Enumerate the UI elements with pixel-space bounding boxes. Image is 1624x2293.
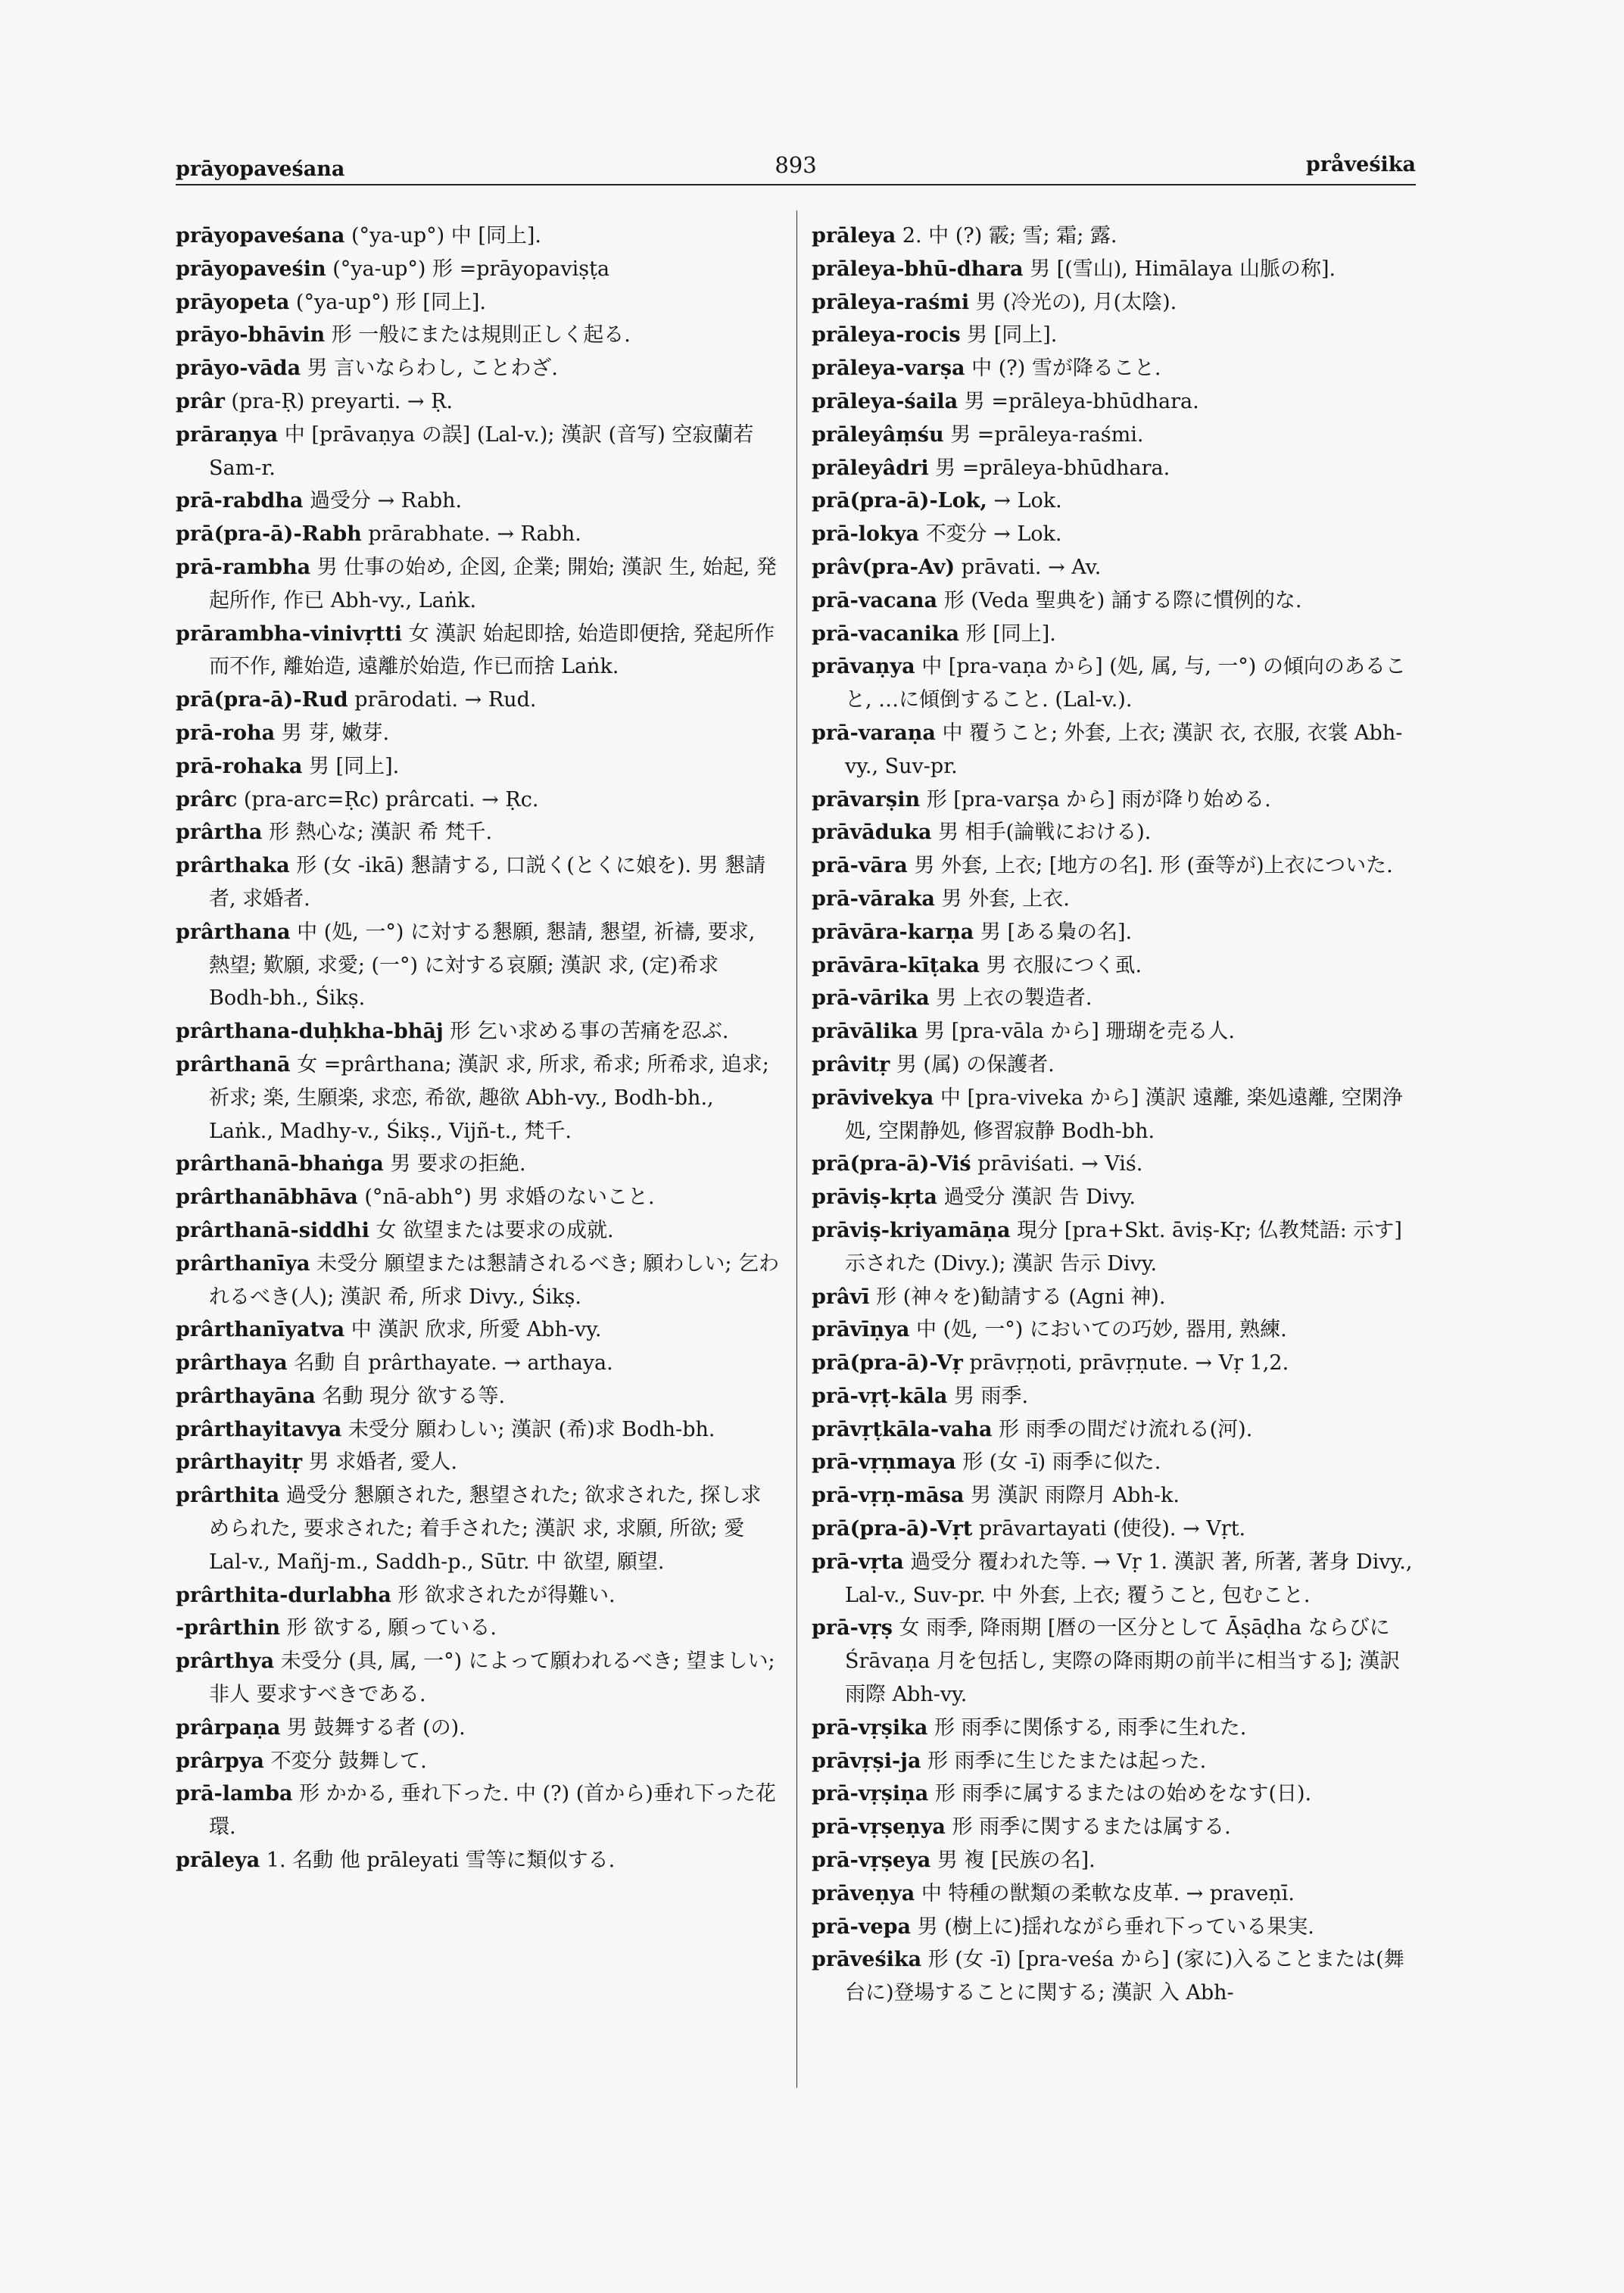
entry-definition: 男 外套, 上衣; [地方の名]. 形 (蚕等が)上衣についた. [914, 854, 1393, 878]
dictionary-entry [812, 352, 1416, 385]
entry-definition: prāvati. → Av. [961, 555, 1102, 579]
dictionary-entry [812, 1413, 1416, 1447]
entry-headword: prā(pra-ā)-Lok, [812, 489, 987, 513]
dictionary-entry [812, 286, 1416, 319]
entry-definition: 中 [pra-vaṇa から] (処, 属, 与, 一°) の傾向のあること, …に傾倒すること. (Lal-v.). [845, 655, 1406, 712]
entry-definition: 形 雨季に属するまたはの始めをなす(日). [934, 1782, 1312, 1806]
dictionary-entry [812, 883, 1416, 916]
entry-definition: 男 (樹上に)揺れながら垂れ下っている果実. [917, 1914, 1314, 1939]
entry-headword: prâv(pra-Av) [812, 555, 955, 579]
dictionary-entry [812, 618, 1416, 651]
entry-headword: prârthayitavya [176, 1417, 342, 1441]
entry-headword: prā-vṛṭ-kāla [812, 1384, 948, 1408]
dictionary-entry [176, 1347, 780, 1380]
entry-headword: prârthanā-bhaṅga [176, 1152, 384, 1176]
entry-headword: prârthanā [176, 1052, 291, 1076]
dictionary-entry [812, 1181, 1416, 1214]
entry-definition: 形 (女 -ī) 雨季に似た. [962, 1450, 1161, 1475]
entry-headword: prāleyâdri [812, 456, 929, 480]
entry-headword: prāyopaveśana [176, 224, 345, 248]
dictionary-entry [812, 1347, 1416, 1380]
dictionary-entry [812, 1777, 1416, 1811]
entry-definition: 形 雨季に関するまたは属する. [952, 1815, 1231, 1840]
dictionary-entry [176, 1645, 780, 1712]
entry-definition: prārodati. → Rud. [354, 688, 537, 712]
entry-definition: 男 漢訳 雨際月 Abh-k. [970, 1484, 1180, 1508]
dictionary-entry [176, 1380, 780, 1413]
entry-definition: 不変分 → Lok. [925, 522, 1062, 547]
entry-headword: prârpya [176, 1749, 264, 1773]
dictionary-entry [812, 584, 1416, 618]
dictionary-entry [176, 784, 780, 817]
dictionary-entry [812, 1082, 1416, 1148]
entry-headword: prârc [176, 787, 238, 812]
dictionary-entry [812, 1844, 1416, 1877]
dictionary-entry [812, 849, 1416, 883]
entry-headword: prāleya [812, 224, 896, 248]
dictionary-entry [812, 1446, 1416, 1479]
entry-definition: (pra-arc=Ṛc) prârcati. → Ṛc. [243, 787, 539, 812]
entry-definition: 不変分 鼓舞して. [270, 1749, 427, 1773]
dictionary-entry [812, 1281, 1416, 1314]
entry-definition: 1. 名動 他 prāleyati 雪等に類似する. [266, 1849, 616, 1873]
entry-definition: 形 雨季に生じたまたは起った. [927, 1749, 1207, 1773]
entry-headword: prāleya-rocis [812, 323, 961, 347]
entry-definition: prārabhate. → Rabh. [368, 522, 581, 547]
dictionary-entry [812, 717, 1416, 784]
entry-headword: prāvṛṭkāla-vaha [812, 1417, 993, 1441]
entry-definition: → Lok. [993, 489, 1062, 513]
entry-headword: prā-rabdha [176, 489, 304, 513]
entry-headword: prârthana-duḥkha-bhāj [176, 1020, 444, 1044]
entry-headword: prāleya [176, 1849, 260, 1873]
entry-definition: 2. 中 (?) 霰; 雪; 霜; 露. [902, 224, 1117, 248]
entry-definition: 中 覆うこと; 外套, 上衣; 漢訳 衣, 衣服, 衣裳 Abh-vy., Suv-pr. [845, 721, 1403, 778]
entry-headword: prârthya [176, 1650, 275, 1674]
entry-definition: 男 [ある梟の名]. [980, 920, 1133, 944]
entry-definition: 形 (神々を)勧請する (Agni 神). [876, 1285, 1166, 1309]
entry-headword: prāyopaveśin [176, 257, 326, 281]
entry-headword: prā-vṛṣiṇa [812, 1782, 929, 1806]
entry-headword: prâvitṛ [812, 1052, 890, 1076]
entry-definition: 男 上衣の製造者. [936, 986, 1093, 1011]
dictionary-entry [812, 816, 1416, 849]
entry-headword: prāvāra-karṇa [812, 920, 974, 944]
dictionary-entry [176, 1612, 780, 1645]
entry-definition: 形 [pra-varṣa から] 雨が降り始める. [926, 787, 1271, 812]
entry-definition: 形 (女 -ikā) 懇請する, 口説く(とくに娘を). 男 懇請者, 求婚者. [209, 854, 766, 911]
dictionary-entry [176, 484, 780, 518]
dictionary-entry [812, 1745, 1416, 1778]
entry-definition: 中 特種の獣類の柔軟な皮革. → praveṇī. [921, 1881, 1295, 1905]
entry-definition: 男 (属) の保護者. [896, 1052, 1055, 1076]
dictionary-entry [812, 784, 1416, 817]
entry-headword: prā-vṛṣika [812, 1715, 928, 1740]
dictionary-entry [812, 220, 1416, 253]
entry-headword: prârthita-durlabha [176, 1583, 391, 1607]
entry-definition: 女 欲望または要求の成就. [376, 1218, 614, 1242]
dictionary-entry [812, 319, 1416, 352]
entry-headword: prā-roha [176, 721, 276, 745]
entry-headword: prāyo-vāda [176, 357, 301, 381]
entry-definition: 女 漢訳 始起即捨, 始造即便捨, 発起所作而不作, 離始造, 遠離於始造, 作已而捨 Laṅk. [209, 622, 775, 679]
entry-definition: 形 [同上]. [965, 622, 1056, 646]
entry-headword: prâvī [812, 1285, 870, 1309]
entry-definition: 中 漢訳 欣求, 所愛 Abh-vy. [351, 1318, 602, 1342]
entry-headword: prā-lokya [812, 522, 919, 547]
entry-definition: 過受分 懇願された, 懇望された; 欲求された, 探し求められた, 要求された; 着手された; 漢訳 求, 求願, 所欲; 愛 Lal-v., Mañj-m., Saddh-p., Sūtr. 中 欲望, 願望. [209, 1484, 762, 1574]
entry-definition: 女 =prârthana; 漢訳 求, 所求, 希求; 所希求, 追求; 祈求; 楽, 生願楽, 求恋, 希欲, 趣欲 Abh-vy., Bodh-bh., Laṅk., Madhy-v., Śikṣ., Vijñ-t., 梵千. [209, 1052, 769, 1143]
dictionary-entry [176, 1413, 780, 1447]
entry-headword: prârthaya [176, 1351, 288, 1375]
dictionary-entry [176, 684, 780, 717]
entry-headword: prā-rambha [176, 555, 311, 579]
entry-headword: prāvaṇya [812, 655, 915, 679]
dictionary-entry [176, 319, 780, 352]
entry-definition: 名動 自 prârthayate. → arthaya. [294, 1351, 613, 1375]
dictionary-entry [176, 1313, 780, 1347]
entry-definition: 形 欲する, 願っている. [286, 1616, 497, 1640]
dictionary-entry [812, 518, 1416, 551]
entry-definition: 男 求婚者, 愛人. [308, 1450, 457, 1475]
entry-headword: prāvāduka [812, 821, 932, 845]
dictionary-entry [176, 1579, 780, 1612]
entry-definition: 男 衣服につく虱. [986, 953, 1142, 977]
entry-headword: prârpaṇa [176, 1715, 281, 1740]
entry-definition: 男 (冷光の), 月(太陰). [975, 290, 1177, 314]
entry-definition: 男 [同上]. [967, 323, 1058, 347]
dictionary-entry [176, 286, 780, 319]
entry-headword: prā-vṛṣ [812, 1616, 893, 1640]
dictionary-entry [812, 385, 1416, 419]
entry-definition: prāviśati. → Viś. [977, 1152, 1143, 1176]
dictionary-entry [176, 750, 780, 784]
entry-headword: prā-vṛta [812, 1550, 904, 1574]
dictionary-entry [176, 253, 780, 286]
entry-definition: 男 雨季. [953, 1384, 1029, 1408]
entry-definition: 形 一般にまたは規則正しく起る. [331, 323, 631, 347]
dictionary-entry [812, 1546, 1416, 1612]
entry-headword: prā-vṛṇmaya [812, 1450, 956, 1475]
entry-definition: (°ya-up°) 中 [同上]. [351, 224, 541, 248]
dictionary-entry [812, 551, 1416, 584]
entry-headword: prārambha-vinivṛtti [176, 622, 403, 646]
dictionary-entry [812, 419, 1416, 452]
dictionary-entry [812, 1015, 1416, 1048]
dictionary-entry [812, 949, 1416, 983]
dictionary-entry [812, 1313, 1416, 1347]
entry-headword: prā-vāra [812, 854, 908, 878]
header-right-guideword: pråveśika [1305, 153, 1416, 176]
left-column [176, 220, 780, 1877]
dictionary-entry [812, 1811, 1416, 1844]
dictionary-entry [812, 1712, 1416, 1745]
entry-definition: 形 雨季に関係する, 雨季に生れた. [934, 1715, 1247, 1740]
entry-definition: 未受分 願望または懇請されるべき; 願わしい; 乞われるべき(人); 漢訳 希, 所求 Divy., Śikṣ. [209, 1251, 780, 1309]
entry-headword: prāleya-raśmi [812, 290, 970, 314]
entry-definition: 形 (Veda 聖典を) 誦する際に慣例的な. [943, 588, 1302, 612]
dictionary-entry [176, 352, 780, 385]
entry-headword: -prârthin [176, 1616, 281, 1640]
dictionary-entry [812, 1513, 1416, 1546]
dictionary-entry [176, 717, 780, 750]
entry-headword: prāraṇya [176, 422, 279, 447]
entry-headword: prāvāra-kīṭaka [812, 953, 980, 977]
entry-definition: (°nā-abh°) 男 求婚のないこと. [364, 1185, 655, 1210]
entry-definition: 男 言いならわし, ことわざ. [307, 357, 558, 381]
entry-headword: prârthayāna [176, 1384, 316, 1408]
dictionary-entry [176, 1712, 780, 1745]
entry-definition: 未受分 (具, 属, 一°) によって願われるべき; 望ましい; 非人 要求すべきである. [209, 1650, 775, 1707]
entry-headword: prāvarṣin [812, 787, 921, 812]
header-left-guideword: prāyopaveśana [176, 157, 345, 181]
entry-headword: prā(pra-ā)-Rabh [176, 522, 362, 547]
entry-headword: prā-rohaka [176, 754, 303, 778]
entry-definition: 中 [prāvaṇya の誤] (Lal-v.); 漢訳 (音写) 空寂蘭若 Sam-r. [209, 422, 754, 480]
entry-definition: 過受分 覆われた等. → Vṛ 1. 漢訳 著, 所著, 著身 Divy., Lal-v., Suv-pr. 中 外套, 上衣; 覆うこと, 包むこと. [845, 1550, 1413, 1607]
dictionary-entry [176, 419, 780, 485]
entry-definition: 男 =prāleya-bhūdhara. [964, 389, 1199, 413]
entry-headword: prârtha [176, 821, 263, 845]
entry-definition: 現分 [pra+Skt. āviṣ-Kṛ; 仏教梵語: 示す] 示された (Divy.); 漢訳 告示 Divy. [845, 1218, 1402, 1276]
entry-definition: 男 =prāleya-bhūdhara. [935, 456, 1170, 480]
entry-headword: prā-vṛṣeṇya [812, 1815, 946, 1840]
dictionary-entry [812, 1048, 1416, 1082]
entry-headword: prârthanīyatva [176, 1318, 345, 1342]
page-number: 893 [775, 152, 817, 178]
dictionary-entry [176, 849, 780, 916]
dictionary-entry [176, 1446, 780, 1479]
entry-headword: prāleyâṃśu [812, 422, 944, 447]
entry-definition: 男 [pra-vāla から] 珊瑚を売る人. [924, 1020, 1235, 1044]
entry-headword: prāleya-bhū-dhara [812, 257, 1024, 281]
entry-definition: 男 =prāleya-raśmi. [950, 422, 1144, 447]
dictionary-entry [176, 1844, 780, 1877]
dictionary-entry [812, 916, 1416, 949]
entry-definition: (°ya-up°) 形 [同上]. [295, 290, 486, 314]
entry-definition: prāvṛṇoti, prāvṛṇute. → Vṛ 1,2. [969, 1351, 1289, 1375]
dictionary-entry [176, 1181, 780, 1214]
dictionary-entry [812, 1380, 1416, 1413]
entry-headword: prāvivekya [812, 1086, 934, 1110]
entry-definition: (°ya-up°) 形 =prāyopaviṣṭa [332, 257, 610, 281]
entry-headword: prârthita [176, 1484, 280, 1508]
entry-definition: 男 [同上]. [308, 754, 400, 778]
entry-headword: prârthanā-siddhi [176, 1218, 369, 1242]
entry-headword: prā(pra-ā)-Vṛ [812, 1351, 963, 1375]
entry-definition: 中 (処, 一°) に対する懇願, 懇請, 懇望, 祈禱, 要求, 熱望; 歎願, 求愛; (一°) に対する哀願; 漢訳 求, (定)希求 Bodh-bh., Śikṣ. [209, 920, 756, 1011]
entry-definition: prāvartayati (使役). → Vṛt. [978, 1517, 1246, 1541]
entry-definition: 未受分 願わしい; 漢訳 (希)求 Bodh-bh. [348, 1417, 715, 1441]
entry-headword: prârthaka [176, 854, 290, 878]
dictionary-entry [176, 916, 780, 1015]
entry-headword: prāvīṇya [812, 1318, 910, 1342]
entry-headword: prāyo-bhāvin [176, 323, 326, 347]
entry-headword: prāviṣ-kṛta [812, 1185, 937, 1210]
entry-headword: prāvṛṣi-ja [812, 1749, 921, 1773]
dictionary-entry [176, 220, 780, 253]
dictionary-entry [176, 1015, 780, 1048]
entry-headword: prā-vepa [812, 1914, 912, 1939]
entry-definition: 形 熱心な; 漢訳 希 梵千. [269, 821, 493, 845]
dictionary-entry [176, 1248, 780, 1314]
entry-headword: prā-vāraka [812, 886, 935, 911]
dictionary-entry [812, 1877, 1416, 1911]
dictionary-entry [812, 1911, 1416, 1944]
entry-definition: 形 乞い求める事の苦痛を忍ぶ. [450, 1020, 729, 1044]
dictionary-entry [812, 1479, 1416, 1513]
entry-headword: prāveśika [812, 1948, 922, 1972]
right-column [812, 220, 1416, 2010]
entry-headword: prârthana [176, 920, 291, 944]
entry-headword: prā-vārika [812, 986, 930, 1011]
entry-definition: 形 (女 -ī) [pra-veśa から] (家に)入ることまたは(舞台に)登場することに関する; 漢訳 入 Abh- [845, 1948, 1404, 2005]
dictionary-entry [812, 1612, 1416, 1711]
entry-headword: prāyopeta [176, 290, 290, 314]
entry-headword: prā-lamba [176, 1782, 293, 1806]
dictionary-entry [176, 385, 780, 419]
dictionary-entry [812, 484, 1416, 518]
entry-definition: 男 鼓舞する者 (の). [286, 1715, 466, 1740]
entry-headword: prā-vṛṇ-māsa [812, 1484, 965, 1508]
entry-headword: prârthanīya [176, 1251, 310, 1276]
entry-headword: prāviṣ-kriyamāṇa [812, 1218, 1011, 1242]
entry-headword: prāveṇya [812, 1881, 915, 1905]
entry-definition: 中 (処, 一°) においての巧妙, 器用, 熟練. [915, 1318, 1287, 1342]
entry-headword: prā-varaṇa [812, 721, 936, 745]
entry-headword: prā-vacanika [812, 622, 960, 646]
dictionary-entry [176, 551, 780, 618]
entry-definition: 男 仕事の始め, 企図, 企業; 開始; 漢訳 生, 始起, 発起所作, 作已 Abh-vy., Laṅk. [209, 555, 777, 612]
entry-definition: 男 芽, 嫩芽. [281, 721, 390, 745]
entry-headword: prā(pra-ā)-Vṛt [812, 1517, 973, 1541]
entry-definition: (pra-Ṛ) preyarti. → Ṛ. [231, 389, 454, 413]
dictionary-entry [812, 1148, 1416, 1181]
entry-headword: prā-vṛṣeya [812, 1849, 931, 1873]
entry-definition: 男 [(雪山), Himālaya 山脈の称]. [1030, 257, 1336, 281]
dictionary-entry [812, 982, 1416, 1015]
dictionary-entry [812, 650, 1416, 717]
dictionary-entry [176, 1148, 780, 1181]
entry-headword: prāvālika [812, 1020, 918, 1044]
dictionary-entry [176, 816, 780, 849]
entry-headword: prârthayitṛ [176, 1450, 303, 1475]
entry-headword: prā-vacana [812, 588, 938, 612]
dictionary-entry [812, 452, 1416, 485]
dictionary-entry [812, 1214, 1416, 1281]
entry-definition: 男 相手(論戦における). [938, 821, 1152, 845]
entry-definition: 形 欲求されたが得難い. [397, 1583, 616, 1607]
entry-definition: 名動 現分 欲する等. [322, 1384, 506, 1408]
dictionary-entry [176, 1479, 780, 1578]
entry-definition: 女 雨季, 降雨期 [暦の一区分として Āṣāḍha ならびに Śrāvaṇa 月を包括し, 実際の降雨期の前半に相当する]; 漢訳 雨際 Abh-vy. [845, 1616, 1401, 1707]
entry-definition: 中 (?) 雪が降ること. [971, 357, 1161, 381]
dictionary-entry [176, 1214, 780, 1248]
entry-headword: prāleya-varṣa [812, 357, 965, 381]
entry-headword: prârthanābhāva [176, 1185, 358, 1210]
entry-definition: 中 [pra-viveka から] 漢訳 遠離, 楽処遠離, 空閑浄処, 空閑静処, 修習寂静 Bodh-bh. [845, 1086, 1403, 1143]
page-header [176, 148, 1416, 185]
entry-definition: 男 外套, 上衣. [941, 886, 1070, 911]
dictionary-entry [176, 518, 780, 551]
dictionary-entry [176, 1048, 780, 1148]
entry-headword: prâr [176, 389, 225, 413]
entry-headword: prā(pra-ā)-Rud [176, 688, 348, 712]
dictionary-entry [176, 618, 780, 684]
dictionary-entry [176, 1745, 780, 1778]
entry-definition: 形 かかる, 垂れ下った. 中 (?) (首から)垂れ下った花環. [209, 1782, 776, 1840]
entry-definition: 男 要求の拒絶. [390, 1152, 526, 1176]
dictionary-entry [812, 1943, 1416, 2010]
entry-definition: 形 雨季の間だけ流れる(河). [999, 1417, 1253, 1441]
entry-headword: prāleya-śaila [812, 389, 959, 413]
column-divider [796, 210, 797, 2088]
entry-definition: 過受分 漢訳 告 Divy. [943, 1185, 1136, 1210]
entry-headword: prā(pra-ā)-Viś [812, 1152, 971, 1176]
entry-definition: 過受分 → Rabh. [310, 489, 463, 513]
dictionary-entry [812, 253, 1416, 286]
dictionary-entry [176, 1777, 780, 1844]
entry-definition: 男 複 [民族の名]. [937, 1849, 1096, 1873]
